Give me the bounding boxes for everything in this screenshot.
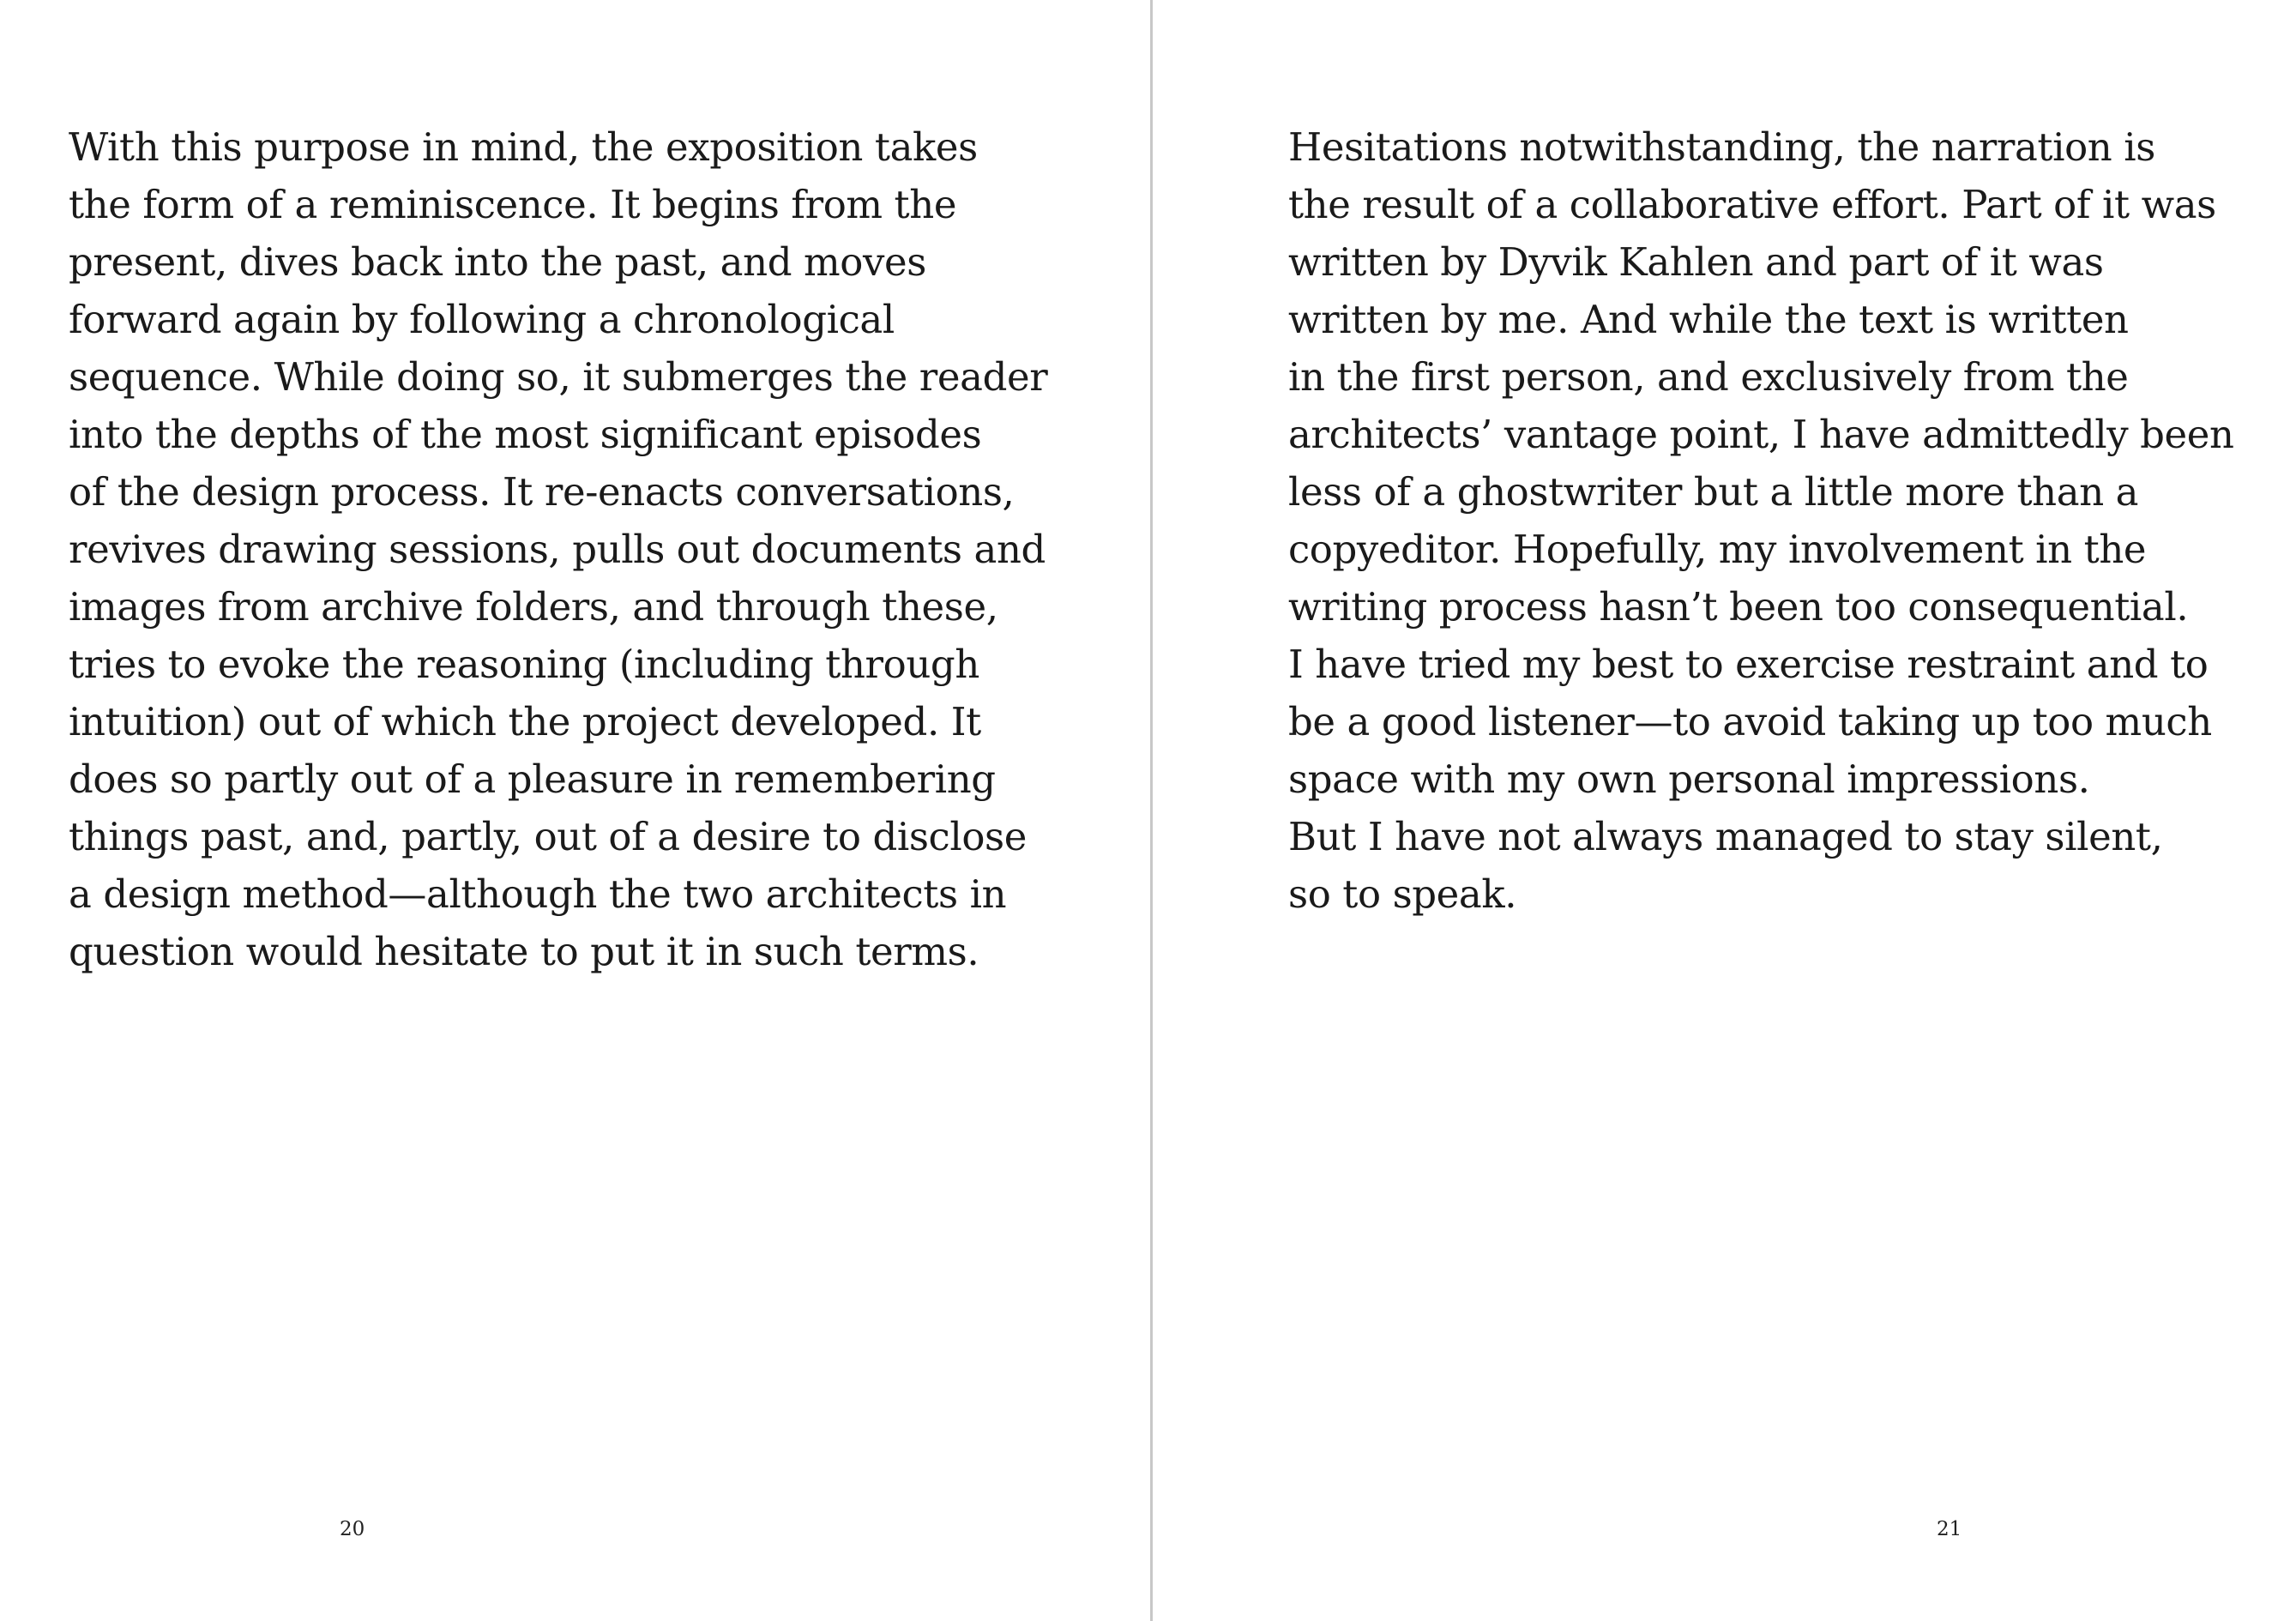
body-line: But I have not always managed to stay silent, (1288, 814, 2163, 859)
body-line: the form of a reminiscence. It begins from the (69, 182, 957, 227)
page-number-right: 21 (1937, 1518, 1962, 1540)
body-line: intuition) out of which the project developed. It (69, 699, 981, 744)
body-line: into the depths of the most significant episodes (69, 412, 982, 457)
body-line: Hesitations notwithstanding, the narration is (1288, 124, 2155, 170)
body-line: things past, and, partly, out of a desire to disclose (69, 814, 1027, 859)
body-line: forward again by following a chronological (69, 297, 895, 342)
body-line: does so partly out of a pleasure in remembering (69, 756, 996, 802)
body-line: of the design process. It re-enacts conversations, (69, 469, 1015, 515)
body-line: be a good listener—to avoid taking up too much (1288, 699, 2212, 744)
body-line: I have tried my best to exercise restraint and to (1288, 642, 2209, 687)
body-line: written by me. And while the text is written (1288, 297, 2129, 342)
body-line: sequence. While doing so, it submerges the reader (69, 354, 1048, 400)
body-line: images from archive folders, and through these, (69, 584, 998, 630)
body-line: writing process hasn’t been too consequential. (1288, 584, 2189, 630)
body-line: tries to evoke the reasoning (including through (69, 642, 979, 687)
right-page (1154, 0, 2296, 1621)
body-line: revives drawing sessions, pulls out documents and (69, 527, 1046, 572)
body-line: architects’ vantage point, I have admittedly been (1288, 412, 2234, 457)
body-line: in the first person, and exclusively from the (1288, 354, 2129, 400)
body-line: less of a ghostwriter but a little more than a (1288, 469, 2139, 515)
body-line: written by Dyvik Kahlen and part of it was (1288, 239, 2104, 285)
body-line: present, dives back into the past, and moves (69, 239, 926, 285)
body-line: so to speak. (1288, 871, 1517, 917)
right-page-body-text (1288, 118, 2234, 923)
body-line: With this purpose in mind, the exposition takes (69, 124, 978, 170)
body-line: space with my own personal impressions. (1288, 756, 2090, 802)
left-page-body-text (69, 118, 1047, 980)
body-line: a design method—although the two architects in (69, 871, 1007, 917)
body-line: the result of a collaborative effort. Part of it was (1288, 182, 2216, 227)
page-number-left: 20 (340, 1518, 365, 1540)
body-line: question would hesitate to put it in such terms. (69, 929, 979, 974)
body-line: copyeditor. Hopefully, my involvement in the (1288, 527, 2147, 572)
page-gutter-divider (1150, 0, 1153, 1621)
